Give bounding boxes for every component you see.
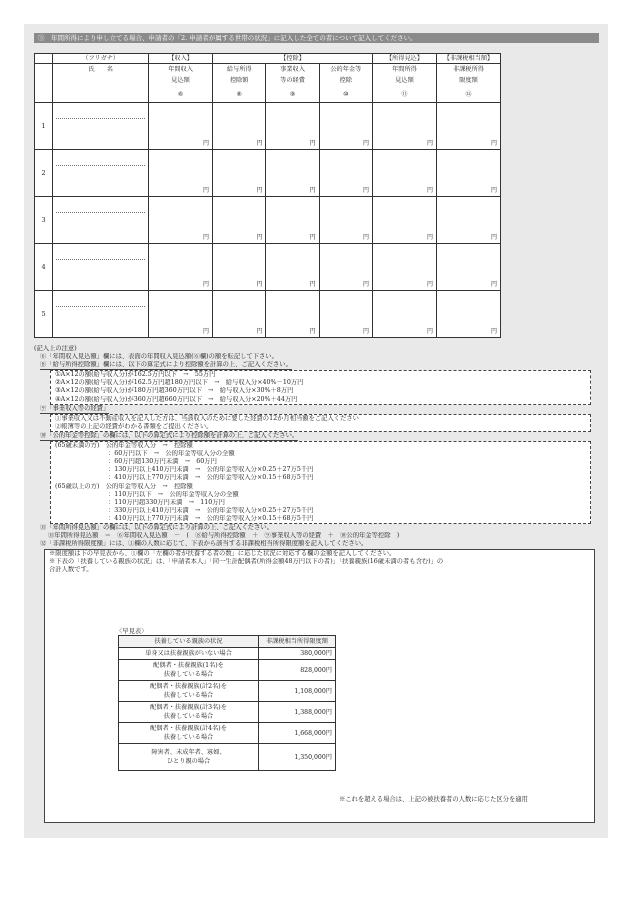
name-cell[interactable] (53, 244, 149, 291)
amount-cell[interactable] (149, 197, 213, 244)
yen-unit: 円 (363, 234, 370, 241)
amount-cell[interactable] (373, 197, 437, 244)
row-number: 4 (35, 244, 53, 291)
row-number: 5 (35, 291, 53, 338)
quick-amount: 828,000円 (259, 660, 336, 681)
amount-cell[interactable] (149, 103, 213, 150)
quick-row (119, 702, 336, 723)
quick-status: 単身又は扶養親族がいない場合 (119, 648, 259, 660)
amount-cell[interactable] (266, 103, 319, 150)
table-row (35, 197, 501, 244)
yen-unit: 円 (256, 234, 263, 241)
row-number: 1 (35, 103, 53, 150)
furigana-header: （フリガナ） (53, 54, 149, 64)
column-header: 年間収入 見込額 ⑥ (149, 64, 213, 103)
note-10-box: (65歳未満の方) 公的年金等収入分 → 控除額 ：60万円以下 → 公的年金等収入分の全額 ：60万円超130万円未満 → 60万円 ：130万円以上410万円未満 → 公的年金等収入分×0.25＋27万5千円 ：410万円以上770万円未満 → 公的年金等収入分×0.15＋68万5千円 (65歳以上の方) 公的年金等収入分 → 控除額 ：110万円以下 → 公的年金等収入分の全額 ：110万円超330万円未満 → 110万円 ：330万円以上410万円未満 → 公的年金等収入分×0.25＋27万5千円 ：410万円以上770万円未満 → 公的年金等収入分×0.15＋68万5千円 (50, 441, 591, 524)
amount-cell[interactable] (319, 103, 372, 150)
quick-status: 配偶者・扶養親族(計2名)を 扶養している場合 (119, 681, 259, 702)
amount-cell[interactable] (373, 291, 437, 338)
yen-unit: 円 (203, 187, 210, 194)
amount-cell[interactable] (319, 244, 372, 291)
note-9: ⑨「事業収入等の経費」 (34, 405, 595, 414)
note-11: ⑪「年間所得見込額」の欄には、以下の算定式により計算の上、ご記入ください。 (40, 523, 273, 531)
amount-cell[interactable] (213, 291, 266, 338)
column-header: 非課税所得 限度額 ⑫ (436, 64, 500, 103)
note-11-formula: ⑪年間所得見込額 ＝ ⑥年間収入見込額 － ( ⑧給与所得控除額 ＋ ⑨事業収入等の経費 ＋ ⑩公的年金等控除 ) (48, 532, 400, 540)
quick-row (119, 681, 336, 702)
quick-amount: 1,108,000円 (259, 681, 336, 702)
name-cell[interactable] (53, 197, 149, 244)
quick-status: 配偶者・扶養親族(計4名)を 扶養している場合 (119, 723, 259, 744)
quick-status: 配偶者・扶養親族(1名)を 扶養している場合 (119, 660, 259, 681)
income-group-header: 【収入】 (149, 54, 213, 64)
quick-status: 配偶者・扶養親族(計3名)を 扶養している場合 (119, 702, 259, 723)
yen-unit: 円 (426, 328, 433, 335)
table-row (35, 244, 501, 291)
income-estimate-group-header: 【所得見込】 (373, 54, 437, 64)
amount-cell[interactable] (266, 291, 319, 338)
amount-cell[interactable] (213, 244, 266, 291)
yen-unit: 円 (203, 234, 210, 241)
name-cell[interactable] (53, 150, 149, 197)
name-cell[interactable] (53, 291, 149, 338)
deduction-group-header: 【控除】 (213, 54, 373, 64)
column-header: 事業収入 等の経費 ⑨ (266, 64, 319, 103)
amount-cell[interactable] (149, 291, 213, 338)
name-cell[interactable] (53, 103, 149, 150)
amount-cell[interactable] (319, 197, 372, 244)
amount-cell[interactable] (149, 244, 213, 291)
yen-unit: 円 (309, 140, 316, 147)
amount-cell[interactable] (266, 150, 319, 197)
amount-cell[interactable] (436, 244, 500, 291)
yen-unit: 円 (256, 281, 263, 288)
column-header: 給与所得 控除額 ⑧ (213, 64, 266, 103)
amount-cell[interactable] (213, 150, 266, 197)
quick-table-title: 〈早見表〉 (116, 628, 148, 635)
yen-unit: 円 (256, 187, 263, 194)
amount-cell[interactable] (213, 197, 266, 244)
yen-unit: 円 (426, 281, 433, 288)
table-row (35, 150, 501, 197)
yen-unit: 円 (426, 140, 433, 147)
yen-unit: 円 (363, 281, 370, 288)
quick-row (119, 744, 336, 771)
quick-header-status: 扶養している親族の状況 (119, 636, 259, 648)
amount-cell[interactable] (436, 197, 500, 244)
yen-unit: 円 (309, 328, 316, 335)
yen-unit: 円 (490, 281, 497, 288)
name-header: 氏 名 (53, 64, 149, 103)
note-6: ⑥「年間収入見込額」欄には、表面の年間収入見込額(⑥欄)の額を転記して下さい。 (40, 353, 278, 361)
amount-cell[interactable] (319, 150, 372, 197)
amount-cell[interactable] (436, 103, 500, 150)
quick-amount: 380,000円 (259, 648, 336, 660)
yen-unit: 円 (309, 187, 316, 194)
amount-cell[interactable] (373, 244, 437, 291)
notes-heading: (記入上の注意) (34, 345, 77, 352)
section-banner: ③ 年間所得により申し立てる場合、申請者の「2. 申請者が属する世帯の状況」に記入した全ての者について記入してください。 (34, 33, 599, 43)
column-header: 公的年金等 控除 ⑩ (319, 64, 372, 103)
quick-status: 障害者、未成年者、寡婦、 ひとり親の場合 (119, 744, 259, 771)
quick-row (119, 723, 336, 744)
income-table (34, 53, 501, 338)
yen-unit: 円 (363, 140, 370, 147)
tax-exempt-group-header: 【非課税相当額】 (436, 54, 500, 64)
quick-header-amount: 非課税相当所得限度額 (259, 636, 336, 648)
quick-row (119, 648, 336, 660)
yen-unit: 円 (363, 328, 370, 335)
yen-unit: 円 (256, 140, 263, 147)
amount-cell[interactable] (319, 291, 372, 338)
amount-cell[interactable] (373, 103, 437, 150)
amount-cell[interactable] (436, 291, 500, 338)
amount-cell[interactable] (266, 244, 319, 291)
note-12-box: ※限度額は下の早見表から、①欄の「左欄の者が扶養する者の数」に応じた状況に対応する欄の金額を記入してください。 ※下表の「扶養している親族の状況」は、「申請者本人」「同一生計配偶者(所得金額48万円以下の者)」「扶養親族(16歳未満の者も含む)」の 合計人数です。 (44, 549, 595, 823)
yen-unit: 円 (203, 328, 210, 335)
quick-row (119, 660, 336, 681)
yen-unit: 円 (363, 187, 370, 194)
row-number: 2 (35, 150, 53, 197)
quick-amount: 1,668,000円 (259, 723, 336, 744)
yen-unit: 円 (490, 140, 497, 147)
note-8: ⑧「給与所得控除額」欄には、以下の算定式により控除額を計算の上、ご記入ください。 (34, 361, 595, 370)
amount-cell[interactable] (213, 103, 266, 150)
quick-table-note: ※これを超える場合は、上記の被扶養者の人数に応じた区分を適用 (339, 796, 528, 803)
note-12: ⑫「非課税所得限度額」には、①欄の人数に応じて、下表から該当する非課税相当所得限度額を記入してください。 (40, 540, 368, 548)
yen-unit: 円 (203, 281, 210, 288)
table-row (35, 291, 501, 338)
yen-unit: 円 (256, 328, 263, 335)
amount-cell[interactable] (266, 197, 319, 244)
column-header: 年間所得 見込額 ⑪ (373, 64, 437, 103)
yen-unit: 円 (490, 234, 497, 241)
yen-unit: 円 (490, 328, 497, 335)
yen-unit: 円 (490, 187, 497, 194)
amount-cell[interactable] (373, 150, 437, 197)
note-10: ⑩「公的年金等控除」の欄には、以下の算定式により控除額を計算の上、ご記入ください。 (34, 432, 595, 441)
amount-cell[interactable] (149, 150, 213, 197)
note-9-box: ①事業収入又は不動産収入を記入した方は、当該収入のために要した経費の12か月相当額をご記入ください ②帳簿等の上記の経費がわかる書類をご提出ください。 (50, 414, 591, 432)
yen-unit: 円 (426, 187, 433, 194)
quick-reference-table (118, 635, 336, 771)
table-row (35, 103, 501, 150)
yen-unit: 円 (203, 140, 210, 147)
quick-amount: 1,388,000円 (259, 702, 336, 723)
quick-amount: 1,350,000円 (259, 744, 336, 771)
yen-unit: 円 (426, 234, 433, 241)
yen-unit: 円 (309, 281, 316, 288)
yen-unit: 円 (309, 234, 316, 241)
row-number: 3 (35, 197, 53, 244)
note-8-box: ①A×12の額(給与収入分)が162.5万円以下 → 55万円 ②A×12の額(給与収入分)が162.5万円超180万円以下 → 給与収入分×40%－10万円 ③A×12の額(給与収入分)が180万円超360万円以下 → 給与収入分×30%＋8万円 ④A×12の額(給与収入分)が360万円超660万円以下 → 給与収入分×20%＋44万円 (50, 370, 591, 404)
amount-cell[interactable] (436, 150, 500, 197)
